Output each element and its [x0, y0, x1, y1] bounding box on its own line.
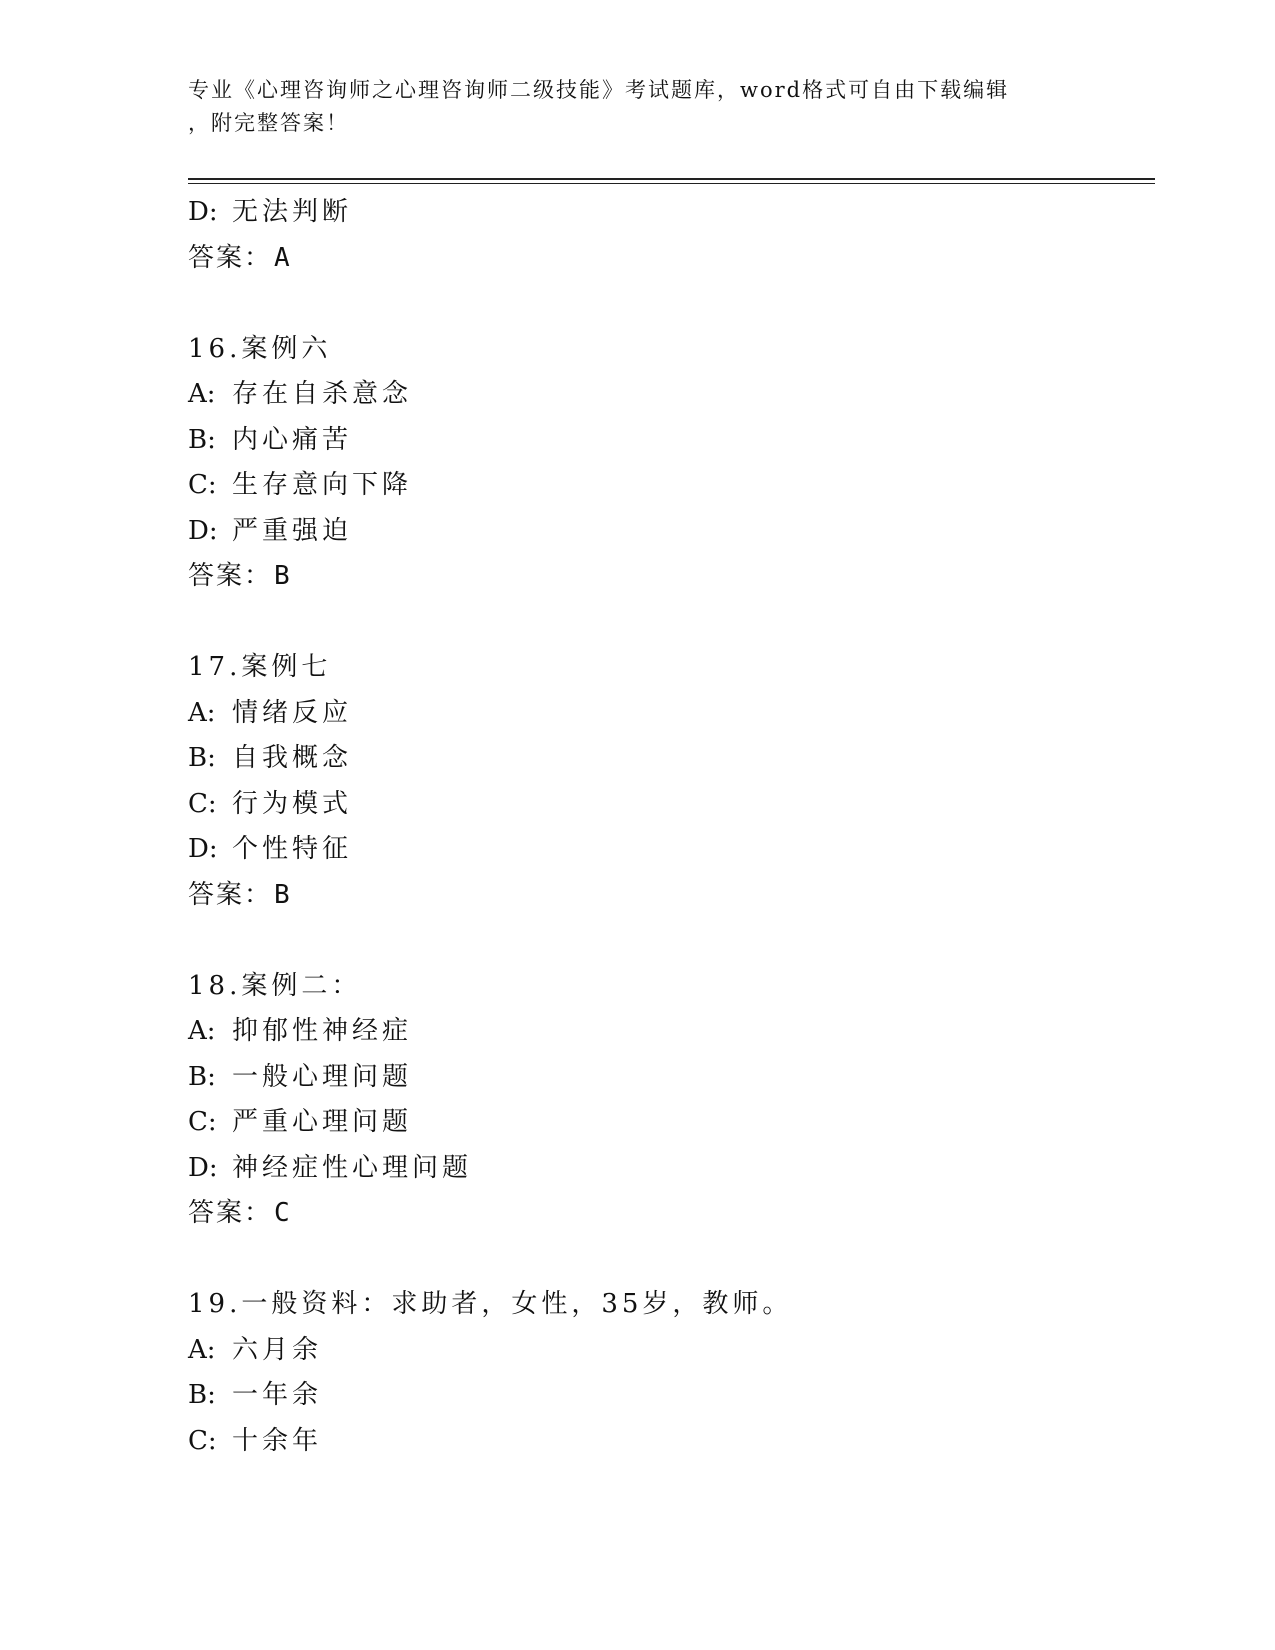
option-text: 情绪反应: [232, 697, 353, 728]
option-text: 个性特征: [232, 834, 353, 864]
option-key: B:: [188, 424, 216, 455]
header-line-2: ，附完整答案！: [188, 111, 349, 135]
option-key: D:: [188, 515, 218, 546]
option-text: 存在自杀意念: [232, 379, 413, 409]
answer-value: B: [274, 879, 292, 910]
option-text: 六月余: [232, 1334, 323, 1365]
option-text: 一年余: [232, 1380, 323, 1410]
option-key: B:: [188, 1380, 216, 1410]
option-c: [188, 782, 1148, 828]
header-rule-thick: [188, 178, 1155, 180]
answer-value: C: [274, 1198, 292, 1228]
answer-line: [188, 236, 1148, 282]
question-title: 17.案例七: [188, 652, 332, 682]
answer-line: [188, 554, 1148, 600]
option-key: D:: [188, 197, 218, 227]
option-c: [188, 1100, 1148, 1146]
option-b: [188, 418, 1148, 464]
answer-line: [188, 1191, 1148, 1237]
option-text: 无法判断: [232, 197, 353, 227]
option-text: 一般心理问题: [232, 1061, 413, 1092]
answer-label: 答案：: [188, 879, 273, 910]
header-rule-thin: [188, 183, 1155, 184]
option-text: 神经症性心理问题: [232, 1152, 473, 1183]
option-text: 生存意向下降: [232, 470, 413, 500]
option-d: [188, 827, 1148, 873]
option-text: 行为模式: [232, 788, 353, 819]
option-d: [188, 509, 1148, 555]
option-d: [188, 190, 1148, 236]
option-b: [188, 1055, 1148, 1101]
option-key: A:: [188, 1016, 216, 1046]
option-key: A:: [188, 697, 216, 728]
option-a: [188, 691, 1148, 737]
option-text: 严重心理问题: [232, 1107, 413, 1137]
option-text: 自我概念: [232, 743, 353, 773]
question-list: [188, 190, 1148, 1464]
option-text: 严重强迫: [232, 515, 353, 546]
option-a: [188, 1009, 1148, 1055]
option-key: B:: [188, 1061, 216, 1092]
option-c: [188, 1419, 1148, 1465]
option-text: 抑郁性神经症: [232, 1016, 413, 1046]
document-header: [188, 74, 1088, 140]
option-a: [188, 372, 1148, 418]
question-title: 19.一般资料：求助者，女性，35岁，教师。: [188, 1289, 793, 1319]
option-key: C:: [188, 1425, 217, 1456]
question-title: 16.案例六: [188, 333, 332, 364]
option-text: 十余年: [232, 1425, 323, 1456]
answer-value: B: [274, 561, 292, 591]
option-key: D:: [188, 1152, 218, 1183]
option-key: B:: [188, 743, 216, 773]
option-key: A:: [188, 379, 216, 409]
option-b: [188, 1373, 1148, 1419]
option-c: [188, 463, 1148, 509]
answer-label: 答案：: [188, 242, 273, 273]
header-line-1: 专业《心理咨询师之心理咨询师二级技能》考试题库，word格式可自由下载编辑: [188, 78, 1010, 102]
option-key: C:: [188, 788, 217, 819]
option-d: [188, 1146, 1148, 1192]
option-key: C:: [188, 470, 217, 500]
answer-label: 答案：: [188, 1198, 273, 1228]
option-text: 内心痛苦: [232, 424, 353, 455]
answer-value: A: [274, 242, 292, 273]
option-a: [188, 1328, 1148, 1374]
option-key: C:: [188, 1107, 217, 1137]
answer-line: [188, 873, 1148, 919]
option-key: D:: [188, 834, 218, 864]
option-key: A:: [188, 1334, 216, 1365]
option-b: [188, 736, 1148, 782]
answer-label: 答案：: [188, 561, 273, 591]
question-title: 18.案例二：: [188, 970, 362, 1001]
